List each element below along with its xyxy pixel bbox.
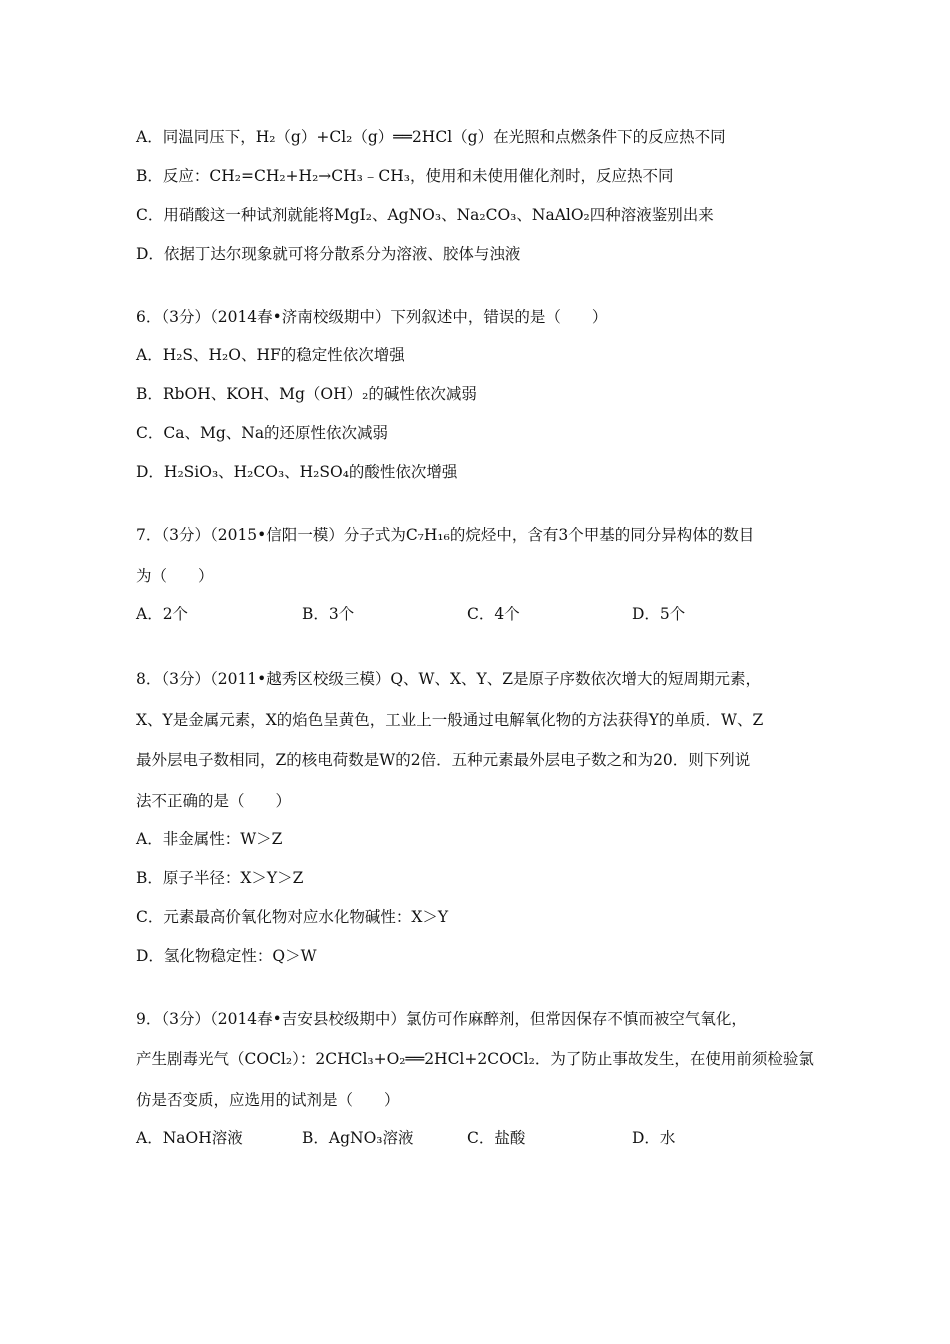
q6-option-c: C．Ca、Mg、Na的还原性依次减弱: [136, 424, 389, 442]
q7-option-c: C．4个: [467, 605, 520, 623]
q7-stem-line-1: 7．（3分）（2015•信阳一模）分子式为C₇H₁₆的烷烃中，含有3个甲基的同分异构体的数目: [136, 526, 755, 544]
q8-option-c: C．元素最高价氧化物对应水化物碱性：X＞Y: [136, 908, 449, 926]
q5-option-d: D．依据丁达尔现象就可将分散系分为溶液、胶体与浊液: [136, 245, 521, 263]
q8-stem-line-4: 法不正确的是（ ）: [136, 792, 292, 810]
q7-stem-line-2: 为（ ）: [136, 567, 214, 585]
q5-option-c: C．用硝酸这一种试剂就能将MgI₂、AgNO₃、Na₂CO₃、NaAlO₂四种溶液鉴别出来: [136, 206, 714, 224]
q9-option-c: C．盐酸: [467, 1129, 526, 1147]
q9-stem-line-3: 仿是否变质，应选用的试剂是（ ）: [136, 1091, 400, 1109]
q8-option-d: D．氢化物稳定性：Q＞W: [136, 947, 317, 965]
q7-option-b: B．3个: [302, 605, 355, 623]
q9-option-d: D．水: [632, 1129, 676, 1147]
q6-option-d: D．H₂SiO₃、H₂CO₃、H₂SO₄的酸性依次增强: [136, 463, 458, 481]
q9-stem-line-2: 产生剧毒光气（COCl₂）：2CHCl₃+O₂══2HCl+2COCl₂．为了防止事故发生，在使用前须检验氯: [136, 1050, 814, 1068]
q6-stem: 6．（3分）（2014春•济南校级期中）下列叙述中，错误的是（ ）: [136, 308, 608, 326]
q5-option-b: B．反应：CH₂=CH₂+H₂→CH₃﹣CH₃，使用和未使用催化剂时，反应热不同: [136, 167, 674, 185]
q7-option-d: D．5个: [632, 605, 686, 623]
q9-stem-line-1: 9．（3分）（2014春•吉安县校级期中）氯仿可作麻醉剂，但常因保存不慎而被空气氧化，: [136, 1010, 747, 1028]
q8-option-b: B．原子半径：X＞Y＞Z: [136, 869, 304, 887]
q8-stem-line-3: 最外层电子数相同，Z的核电荷数是W的2倍．五种元素最外层电子数之和为20．则下列说: [136, 751, 751, 769]
q7-options-row: [136, 604, 836, 624]
q6-option-b: B．RbOH、KOH、Mg（OH）₂的碱性依次减弱: [136, 385, 477, 403]
q8-stem-line-2: X、Y是金属元素，X的焰色呈黄色，工业上一般通过电解氧化物的方法获得Y的单质．W、Z: [136, 711, 764, 729]
q8-stem-line-1: 8．（3分）（2011•越秀区校级三模）Q、W、X、Y、Z是原子序数依次增大的短周期元素，: [136, 670, 761, 688]
q5-option-a: A．同温同压下，H₂（g）+Cl₂（g）══2HCl（g）在光照和点燃条件下的反应热不同: [136, 128, 726, 146]
q7-option-a: A．2个: [136, 605, 189, 623]
q9-options-row: [136, 1128, 836, 1148]
q8-option-a: A．非金属性：W＞Z: [136, 830, 283, 848]
q9-option-b: B．AgNO₃溶液: [302, 1129, 414, 1147]
q9-option-a: A．NaOH溶液: [136, 1129, 243, 1147]
q6-option-a: A．H₂S、H₂O、HF的稳定性依次增强: [136, 346, 405, 364]
